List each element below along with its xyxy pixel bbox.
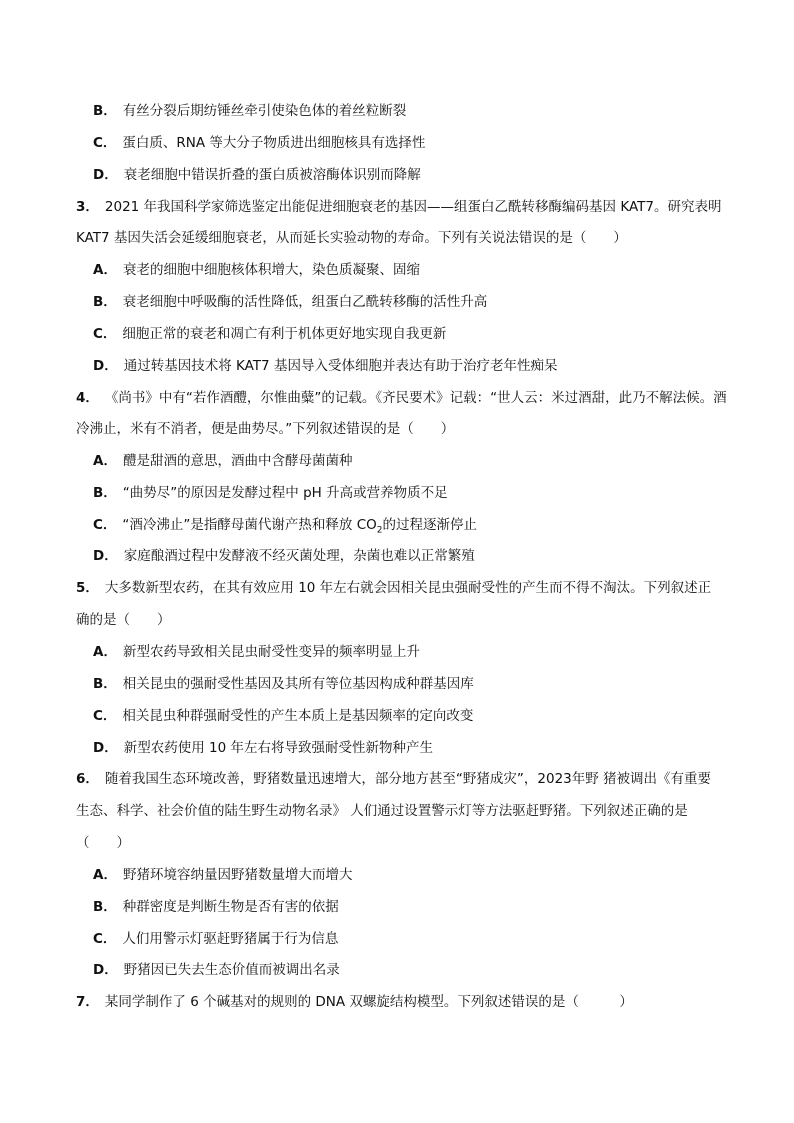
q3-option-c[interactable] — [93, 324, 446, 344]
option-text: 衰老细胞中错误折叠的蛋白质被溶酶体识别而降解 — [123, 167, 421, 183]
q5-option-d[interactable] — [93, 738, 433, 758]
option-text: 蛋白质、RNA 等大分子物质进出细胞核具有选择性 — [122, 135, 426, 151]
option-label: B． — [93, 899, 117, 915]
option-text: 相关昆虫的强耐受性基因及其所有等位基因构成种群基因库 — [122, 676, 474, 692]
question-number: 5． — [76, 580, 99, 596]
option-label: D． — [93, 358, 118, 374]
q6-stem-line3: （ ） — [76, 835, 130, 851]
q2-option-b[interactable] — [93, 101, 406, 121]
question-number: 6． — [76, 771, 99, 787]
option-label: A． — [93, 644, 117, 660]
q6-option-a[interactable] — [93, 865, 352, 885]
q7-stem-line1 — [76, 992, 633, 1012]
option-label: B． — [93, 103, 117, 119]
option-text: 野猪环境容纳量因野猪数量增大而增大 — [122, 867, 353, 883]
option-label: B． — [93, 676, 117, 692]
option-text: 人们用警示灯驱赶野猪属于行为信息 — [122, 931, 339, 947]
option-label: A． — [93, 867, 117, 883]
option-text: 种群密度是判断生物是否有害的依据 — [122, 899, 339, 915]
q6-stem-line1 — [76, 769, 711, 789]
option-label: A． — [93, 453, 117, 469]
q4-option-d[interactable] — [93, 546, 475, 566]
option-text: 新型农药使用 10 年左右将导致强耐受性新物种产生 — [123, 740, 433, 756]
q4-option-b[interactable] — [93, 483, 448, 503]
q4-option-c[interactable] — [93, 515, 477, 535]
question-number: 4． — [76, 390, 99, 406]
q6-option-d[interactable] — [93, 960, 340, 980]
option-text-after: 的过程逐渐停止 — [382, 517, 477, 533]
q6-option-c[interactable] — [93, 929, 338, 949]
option-text: 细胞正常的衰老和凋亡有利于机体更好地实现自我更新 — [122, 326, 447, 342]
option-text: 衰老的细胞中细胞核体积增大，染色质凝聚、固缩 — [122, 262, 420, 278]
option-text: 有丝分裂后期纺锤丝牵引使染色体的着丝粒断裂 — [122, 103, 407, 119]
q3-option-b[interactable] — [93, 292, 487, 312]
q6-stem-line2: 生态、科学、社会价值的陆生野生动物名录》 人们通过设置警示灯等方法驱赶野猪。下列叙述正确的是 — [76, 803, 688, 819]
q2-option-d[interactable] — [93, 165, 421, 185]
option-text: “曲势尽”的原因是发酵过程中 pH 升高或营养物质不足 — [122, 485, 448, 501]
q3-option-d[interactable] — [93, 356, 557, 376]
question-text: 某同学制作了 6 个碱基对的规则的 DNA 双螺旋结构模型。下列叙述错误的是（ ） — [104, 994, 633, 1010]
option-label: C． — [93, 326, 117, 342]
question-text: 大多数新型农药，在其有效应用 10 年左右就会因相关昆虫强耐受性的产生而不得不淘汰。下列叙述正 — [104, 580, 712, 596]
q5-stem-line1 — [76, 578, 711, 598]
q2-option-c[interactable] — [93, 133, 425, 153]
option-text: 通过转基因技术将 KAT7 基因导入受体细胞并表达有助于治疗老年性痴呆 — [123, 358, 558, 374]
question-text: 随着我国生态环境改善，野猪数量迅速增大，部分地方甚至“野猪成灾”，2023年野 猪被调出《有重要 — [104, 771, 712, 787]
option-label: C． — [93, 517, 117, 533]
question-text: 2021 年我国科学家筛选鉴定出能促进细胞衰老的基因——组蛋白乙酰转移酶编码基因 KAT7。研究表明 — [104, 199, 722, 215]
option-text: 衰老细胞中呼吸酶的活性降低，组蛋白乙酰转移酶的活性升高 — [122, 294, 488, 310]
question-number: 7． — [76, 994, 99, 1010]
option-text-before: “酒冷沸止”是指酵母菌代谢产热和释放 CO — [122, 517, 377, 533]
q5-stem-line2: 确的是（ ） — [76, 612, 171, 628]
option-label: D． — [93, 167, 118, 183]
option-label: C． — [93, 708, 117, 724]
q3-option-a[interactable] — [93, 260, 420, 280]
option-text: 野猪因已失去生态价值而被调出名录 — [123, 962, 340, 978]
option-label: A． — [93, 262, 117, 278]
option-label: D． — [93, 548, 118, 564]
q4-option-a[interactable] — [93, 451, 352, 471]
option-text: 醴是甜酒的意思，酒曲中含酵母菌菌种 — [122, 453, 353, 469]
q3-stem-line2: KAT7 基因失活会延缓细胞衰老，从而延长实验动物的寿命。下列有关说法错误的是（ ） — [76, 230, 627, 246]
question-number: 3． — [76, 199, 99, 215]
option-text: 家庭酿酒过程中发酵液不经灭菌处理，杂菌也难以正常繁殖 — [123, 548, 475, 564]
q5-option-b[interactable] — [93, 674, 474, 694]
option-text: 新型农药导致相关昆虫耐受性变异的频率明显上升 — [122, 644, 420, 660]
option-label: B． — [93, 294, 117, 310]
option-text: 相关昆虫种群强耐受性的产生本质上是基因频率的定向改变 — [122, 708, 474, 724]
question-text: 《尚书》中有“若作酒醴，尔惟曲糵”的记载。《齐民要术》记载：“世人云：米过酒甜，此乃不解法候。酒 — [104, 390, 727, 406]
option-label: D． — [93, 962, 118, 978]
q4-stem-line1 — [76, 388, 727, 408]
option-label: D． — [93, 740, 118, 756]
q5-option-c[interactable] — [93, 706, 473, 726]
option-label: C． — [93, 135, 117, 151]
q3-stem-line1 — [76, 197, 721, 217]
q4-stem-line2: 冷沸止，米有不消者，便是曲势尽。”下列叙述错误的是（ ） — [76, 421, 455, 437]
q6-option-b[interactable] — [93, 897, 339, 917]
option-label: B． — [93, 485, 117, 501]
option-label: C． — [93, 931, 117, 947]
q5-option-a[interactable] — [93, 642, 420, 662]
subscript: 2 — [376, 525, 383, 536]
